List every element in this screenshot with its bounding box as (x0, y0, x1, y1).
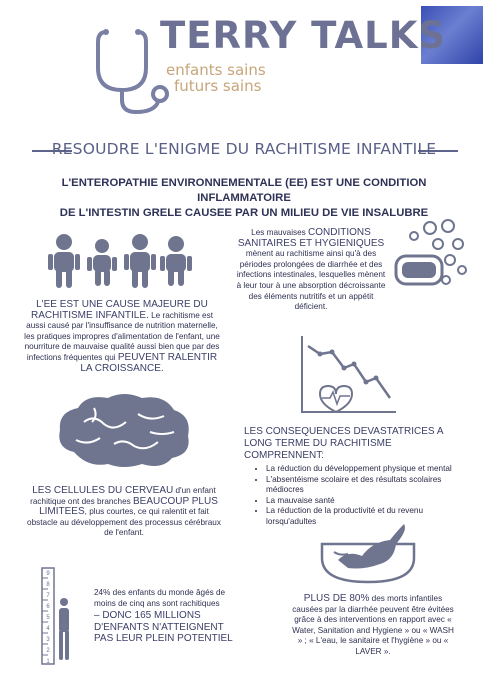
brain-text (24, 486, 224, 539)
consequences-title: LES CONSEQUENCES DEVASTATRICES A LONG TERME DU RACHITISME COMPRENNENT: (244, 426, 443, 461)
children-icon (48, 232, 198, 292)
logo-tagline-line1: enfants sains (166, 61, 266, 79)
washing-hands-icon (318, 520, 418, 586)
subheading-line1: L'ENTEROPATHIE ENVIRONNEMENTALE (EE) EST UNE CONDITION INFLAMMATOIRE (61, 177, 427, 204)
brain-highlight: LES CELLULES DU CERVEAU (32, 485, 174, 496)
list-item: • La réduction du développement physique et mental (266, 464, 470, 475)
ruler-number: 6 (46, 604, 50, 610)
page-title: RESOUDRE L'ENIGME DU RACHITISME INFANTILE (51, 140, 437, 158)
brain-text-b: d'un enfant rachitique ont des branches (30, 486, 216, 506)
logo-title: TERRY TALKS (160, 14, 447, 57)
ruler-number: 4 (46, 626, 50, 632)
declining-chart-icon (296, 334, 400, 418)
deaths-text (292, 594, 454, 658)
subheading (20, 176, 468, 221)
conditions-text (236, 228, 386, 313)
deaths-highlight: PLUS DE 80% (303, 593, 370, 604)
brain-icon (54, 392, 194, 470)
stat-highlight: – DONC 165 MILLIONS D'ENFANTS N'ATTEIGNENT PAS LEUR PLEIN POTENTIEL (94, 610, 233, 645)
subheading-line2: DE L'INTESTIN GRELE CAUSEE PAR UN MILIEU DE VIE INSALUBRE (59, 207, 429, 219)
ee-text (22, 300, 222, 374)
conditions-highlight: CONDITIONS SANITAIRES ET HYGIENIQUES (237, 227, 385, 249)
ruler-number: 2 (46, 648, 50, 654)
list-item: • L'absentéisme scolaire et des résultats scolaires médiocres (266, 475, 470, 496)
list-item: • La mauvaise santé (266, 496, 470, 507)
ruler-number: 7 (46, 593, 50, 599)
brain-highlight-2: BEAUCOUP PLUS LIMITEES (39, 495, 218, 518)
ee-highlight-2: PEUVENT RALENTIR LA CROISSANCE. (80, 351, 218, 374)
ruler-number: 1 (46, 659, 50, 665)
ruler-number: 9 (46, 571, 50, 577)
list-item: • La réduction de la productivité et du revenu lorsqu'adultes (266, 506, 470, 527)
soap-bubbles-icon (386, 218, 470, 302)
ee-highlight: L'EE EST UNE CAUSE MAJEURE DU RACHITISME INFANTILE. (31, 299, 208, 321)
stat-text (94, 588, 242, 645)
ruler-number: 3 (46, 637, 50, 643)
logo-tagline (166, 62, 266, 94)
ee-text-b: Le rachitisme est aussi causé par l'insuffisance de nutrition maternelle, les pratiques impropres d'alimentation de l'enfant, une nourriture de mauvaise qualité aussi bien que par des infections fréquentes qui (24, 310, 220, 362)
height-ruler (40, 566, 74, 666)
ruler-number: 5 (46, 615, 50, 621)
conditions-text-c: mènent au rachitisme ainsi qu'à des périodes prolongées de diarrhée et des infections intestinales, lesquelles mènent à leur tour à une absorption décroissante des éléments nutritifs et un appétit déficient. (236, 249, 386, 312)
conditions-text-a: Les mauvaises (251, 228, 309, 237)
logo-tagline-line2: futurs sains (174, 77, 262, 95)
brain-text-d: , plus courtes, ce qui ralentit et fait obstacle au développement des processus cérébraux de l'enfant. (27, 507, 221, 538)
ruler-number: 8 (46, 582, 50, 588)
consequences-list (244, 464, 470, 528)
deaths-text-b: des morts infantiles causées par la diarrhée peuvent être évitées grâce à des interventions en rapport avec « Water, Sanitation and Hygiene » ou « WASH » ; « L'eau, le sanitaire et l'hygiène » ou « LAVER ». (292, 594, 454, 656)
consequences-block (244, 426, 470, 528)
stat-text-a: 24% des enfants du monde âgés de moins de cinq ans sont rachitiques (94, 588, 226, 608)
